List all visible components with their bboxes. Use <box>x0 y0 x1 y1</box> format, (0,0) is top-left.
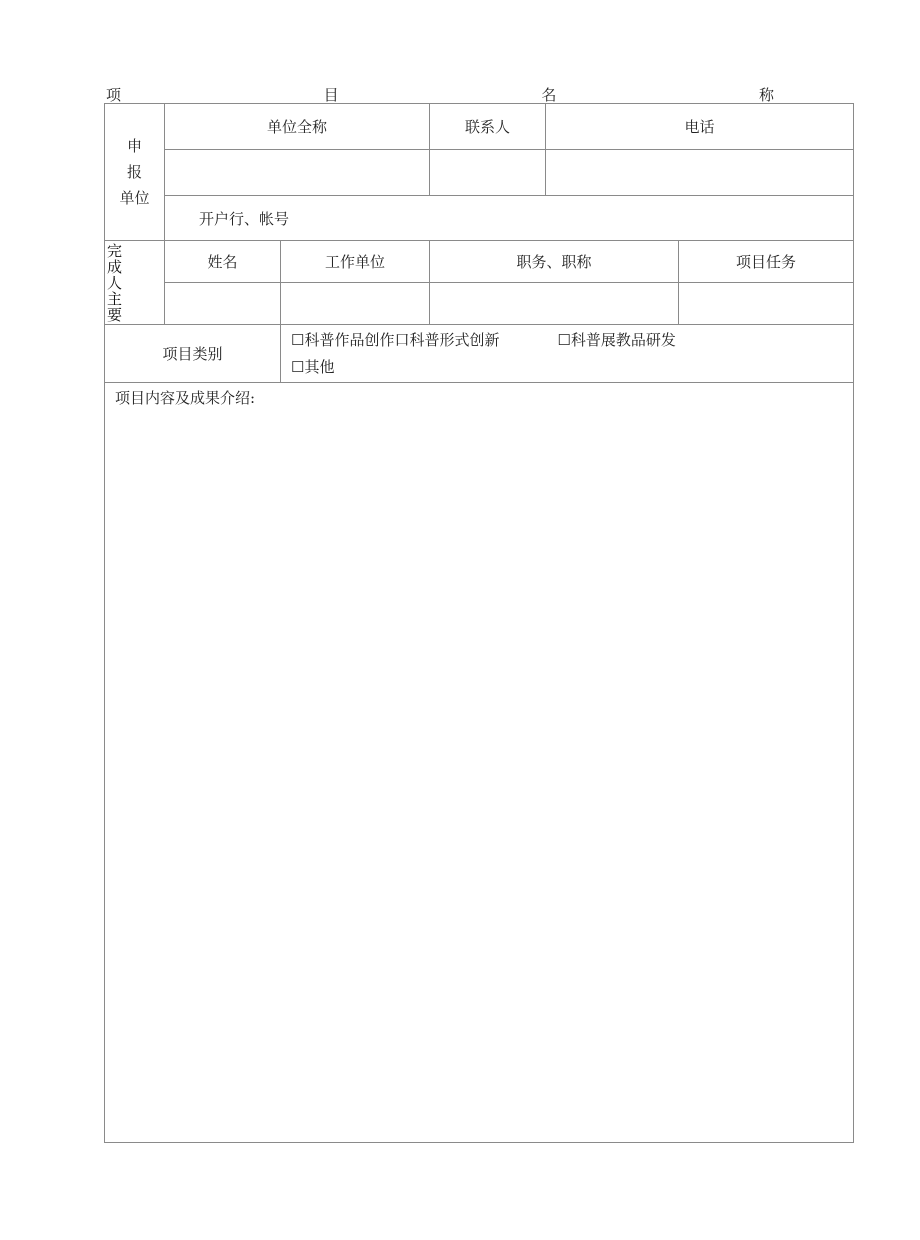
application-form-table <box>104 103 854 1143</box>
bank-account-label: 开户行、帐号 <box>199 209 290 228</box>
completer-workplace-field[interactable] <box>281 283 430 325</box>
content-row <box>105 383 854 1143</box>
title-char-1: 项 <box>106 85 122 104</box>
completer-task-field[interactable] <box>679 283 854 325</box>
phone-field[interactable] <box>546 150 854 196</box>
project-category-options <box>281 325 854 383</box>
completer-name-header: 姓名 <box>165 241 281 283</box>
completers-input-row <box>105 283 854 325</box>
bank-account-row <box>105 196 854 241</box>
category-option-other[interactable]: ☐其他 <box>291 357 335 376</box>
completer-position-field[interactable] <box>430 283 679 325</box>
title-char-4: 称 <box>758 85 774 104</box>
applicant-unit-label: 申报 单位 <box>105 104 165 241</box>
phone-header: 电话 <box>546 104 854 150</box>
completers-header-row <box>105 241 854 283</box>
category-option-creation[interactable]: ☐科普作品创作 <box>291 330 395 349</box>
project-category-label: 项目类别 <box>105 325 281 383</box>
category-option-form-innovation[interactable]: 口科普形式创新 <box>394 330 500 349</box>
title-char-2: 目 <box>323 85 339 104</box>
category-option-exhibit-rnd[interactable]: ☐科普展教品研发 <box>557 330 676 349</box>
completer-workplace-header: 工作单位 <box>281 241 430 283</box>
title-char-3: 名 <box>541 85 557 104</box>
category-row <box>105 325 854 383</box>
project-name-title <box>106 84 774 104</box>
project-content-field[interactable] <box>105 383 854 1143</box>
main-completers-label: 完成人主要 <box>105 241 165 325</box>
unit-full-name-header: 单位全称 <box>165 104 430 150</box>
completer-task-header: 项目任务 <box>679 241 854 283</box>
completer-name-field[interactable] <box>165 283 281 325</box>
contact-person-field[interactable] <box>430 150 546 196</box>
applicant-header-row <box>105 104 854 150</box>
applicant-input-row <box>105 150 854 196</box>
project-content-label: 项目内容及成果介绍: <box>115 389 256 407</box>
contact-person-header: 联系人 <box>430 104 546 150</box>
unit-full-name-field[interactable] <box>165 150 430 196</box>
completer-position-header: 职务、职称 <box>430 241 679 283</box>
bank-account-field[interactable] <box>165 196 854 241</box>
